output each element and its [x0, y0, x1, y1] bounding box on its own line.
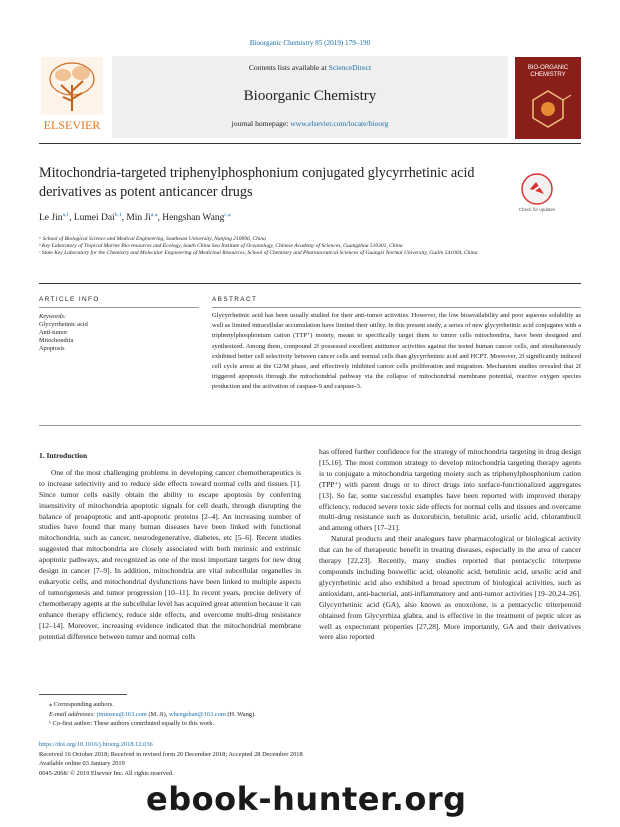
body-paragraph: Natural products and their analogues have pharmacological or biological activity that can be of therapeutic benefit in treating diseases, especially in the area of cancer therapy [22,23]. Recently, many studies reported that pentacyclic triterpene compounds including boswellic acid, oleanolic acid, betulinic acid, ursolic acid and glycyrrhetinic acid also exhibited a broad spectrum of biological activities, such as antioxidant, anti-bacterial, anti-inflammatory and anti-tumor activities [19–20,24–26]. Glycyrrhetinic acid (GA), also known as enoxolone, is a pentacyclic triterpenoid obtained from Glycyrrhiza glabra, and is effective in the treatment of peptic ulcer as well as expectorant properties [27,28]. More importantly, GA and their derivatives were also reported — [319, 534, 581, 642]
article-info-heading: ARTICLE INFO — [39, 296, 100, 303]
doi-link[interactable]: https://doi.org/10.1016/j.bioorg.2018.12.036 — [39, 741, 153, 748]
keyword-item: Apoptosis — [39, 345, 65, 352]
email-owner-ji: (M. Ji), — [146, 710, 169, 718]
cover-title: BIO-ORGANIC CHEMISTRY — [527, 65, 569, 78]
author-affiliation-mark[interactable]: a,1 — [62, 212, 70, 218]
received-dates: Received 16 October 2018; Received in revised form 20 December 2018; Accepted 28 December 2018 — [39, 750, 303, 758]
email-link-wang[interactable]: whengshan@163.com — [168, 710, 226, 718]
header-rule — [39, 143, 581, 144]
cofirst-note: ¹ Co-first author: These authors contributed equally to this work. — [49, 720, 215, 728]
body-column-left — [39, 451, 301, 642]
abstract-rule — [212, 307, 581, 308]
cover-molecule-graphic — [523, 87, 573, 133]
article-meta — [39, 740, 459, 779]
abstract-bottom-rule — [39, 425, 581, 426]
logo-wordmark: ELSEVIER — [43, 118, 101, 132]
copyright: 0045-2068/ © 2019 Elsevier Inc. All rights reserved. — [39, 770, 174, 778]
article-info-rule — [39, 307, 199, 308]
body-paragraph: has offered further confidence for the strategy of mitochondria targeting in drug design [15,16]. The most common strategy to develop mitochondria targeting therapy agents is to conjugate a mitochondria targeting moiety such as triphenylphosphonium cation (TPP⁺) with parent drugs or to direct drugs into surface-functionalized aggregates [13]. So far, some successful examples have been reported with improved therapy efficiency, reduced severe toxic side effects for normal cells and tissues and overcame multi-drug resistance such as doxorubicin, betulinic acid, ursolic acid, chlorambucil and among others [17–21]. — [319, 447, 581, 533]
logo-foliage-right — [72, 66, 90, 80]
contents-prefix: Contents lists available at — [248, 63, 329, 72]
journal-citation-link[interactable]: Bioorganic Chemistry 85 (2019) 179–190 — [249, 39, 371, 47]
contents-line — [112, 63, 508, 72]
footnote-rule — [39, 694, 127, 695]
journal-name: Bioorganic Chemistry — [243, 88, 377, 104]
homepage-link[interactable]: www.elsevier.com/locate/bioorg — [290, 119, 389, 128]
author-affiliation-mark[interactable]: c,⁎ — [224, 212, 231, 218]
abstract-heading: ABSTRACT — [212, 296, 258, 303]
body-paragraph: One of the most challenging problems in developing cancer chemotherapeutics is to increase selectivity and to reduce side effects toward normal cells and tissues [1]. Since tumor cells easily obtain the ability to escape apoptosis by conferring insensitivity of mitochondria apoptotic signals for cell death, through disrupting the balance of proapoptotic and anti-apoptotic proteins [2–4]. An increasing number of studies have found that many human diseases have been linked with functional mitochondria, such as cancer, neurodegenerative, diabetes, etc [5–6]. Recent studies suggested that mitochondria are closely associated with both intrinsic and extrinsic apoptotic pathways, and recognized as one of the most important targets for new drug design in cancer [7–9]. In addition, mitochondria are vital subcellular organelles in eukaryotic cells, and mitochondrial dysfunctions have been linked to multiple aspects of tumorigenesis and tumor progression [10–11]. In recent years, precise delivery of chemotherapy agents at the subcellular level has acquired great attention because it can enhance therapy efficiency, reduce side effects, and overcome multi-drug resistance [12–14]. Moreover, increasing evidence indicated that the mitochondrial membrane potential difference between tumor and normal cells — [39, 467, 301, 641]
email-line — [39, 710, 439, 720]
logo-foliage-left — [55, 69, 71, 81]
elsevier-logo[interactable] — [39, 55, 105, 133]
body-column-right — [319, 447, 581, 643]
section-rule — [39, 283, 581, 284]
author-name[interactable]: Lumei Dai — [73, 213, 115, 224]
author-list: Le Jin$^{a,1}$, Lumei Dai$^{b,1}$, Min $Ji^{a,⁎}$, Hengshan Wang$^{c,⁎}$ — [39, 212, 231, 224]
affiliation-b: ᵇ Key Laboratory of Tropical Marine Bio-resources and Ecology, South China Sea Institute of Oceanology, Chinese Academy of Sciences, Guangzhou 510301, China — [39, 243, 403, 249]
author-affiliation-mark[interactable]: a,⁎ — [150, 212, 158, 218]
keywords-block — [39, 313, 199, 353]
affiliation-a: ᵃ School of Biological Science and Medical Engineering, Southeast University, Nanjing 210096, China — [39, 236, 266, 242]
author-name[interactable]: Le Jin — [39, 213, 63, 224]
keyword-item: Glycyrrhetinic acid — [39, 321, 88, 328]
author-name[interactable]: Min Ji — [126, 213, 151, 224]
introduction-heading: 1. Introduction — [39, 451, 88, 460]
check-for-updates-icon[interactable] — [520, 172, 554, 206]
homepage-line — [112, 119, 508, 128]
journal-cover-image[interactable] — [515, 57, 581, 139]
email-label: E-mail addresses: — [49, 710, 97, 718]
available-online: Available online 03 January 2019 — [39, 760, 125, 768]
abstract-text: Glycyrrhetinic acid has been usually studied for their anti-tumor activities. However, the low bioavailability and poor aqueous solubility as well as limited intracellular accumulation have limited their utility. In this present study, a series of new glycyrrhetinic acid conjugates with a triphenylphosphonium cation (TTP⁺) moiety, meant to specifically target them to tumor cells mitochondria, have been designed and synthesized. Among them, compound 2f possessed excellent antitumor activities against the tested human cancer cells, and simultaneously exhibited better cell selectivity between cancer cells and normal cells than glycyrrhetinic acid and HCPT. Moreover, 2f significantly induced cell cycle arrest at the G2/M phase, and effectively inhibited cancer cells proliferation and migration. Mechanism studies revealed that 2f triggered apoptosis through the mitochondrial pathway via the collapse of mitochondrial membrane potential, reactive oxygen species production and the activation of caspase-9 and caspase-3. — [212, 312, 581, 391]
sciencedirect-link[interactable]: ScienceDirect — [328, 63, 372, 72]
homepage-prefix: journal homepage: — [231, 119, 291, 128]
article-title: Mitochondria-targeted triphenylphosphonium conjugated glycyrrhetinic acid derivatives as potent anticancer drugs — [39, 165, 475, 200]
author-affiliation-mark[interactable]: b,1 — [114, 212, 122, 218]
keyword-item: Mitochondria — [39, 337, 74, 344]
affiliation-c: ᶜ State Key Laboratory for the Chemistry and Molecular Engineering of Medicinal Resources, School of Chemistry and Pharmaceutical Sciences of Guangxi Normal University, Guilin 541004, China — [39, 250, 478, 256]
check-for-updates-label[interactable]: Check for updates — [518, 207, 556, 212]
keywords-label: Keywords: — [39, 313, 67, 320]
watermark: ebook-hunter.org — [146, 780, 467, 818]
keyword-item: Anti-tumor — [39, 329, 68, 336]
author-name[interactable]: Hengshan Wang — [162, 213, 225, 224]
email-owner-wang: (H. Wang). — [225, 710, 256, 718]
email-link-ji[interactable]: jiminseu@163.com — [96, 710, 147, 718]
corresponding-note: ⁎ Corresponding authors. — [49, 701, 114, 708]
footnotes — [39, 700, 439, 729]
